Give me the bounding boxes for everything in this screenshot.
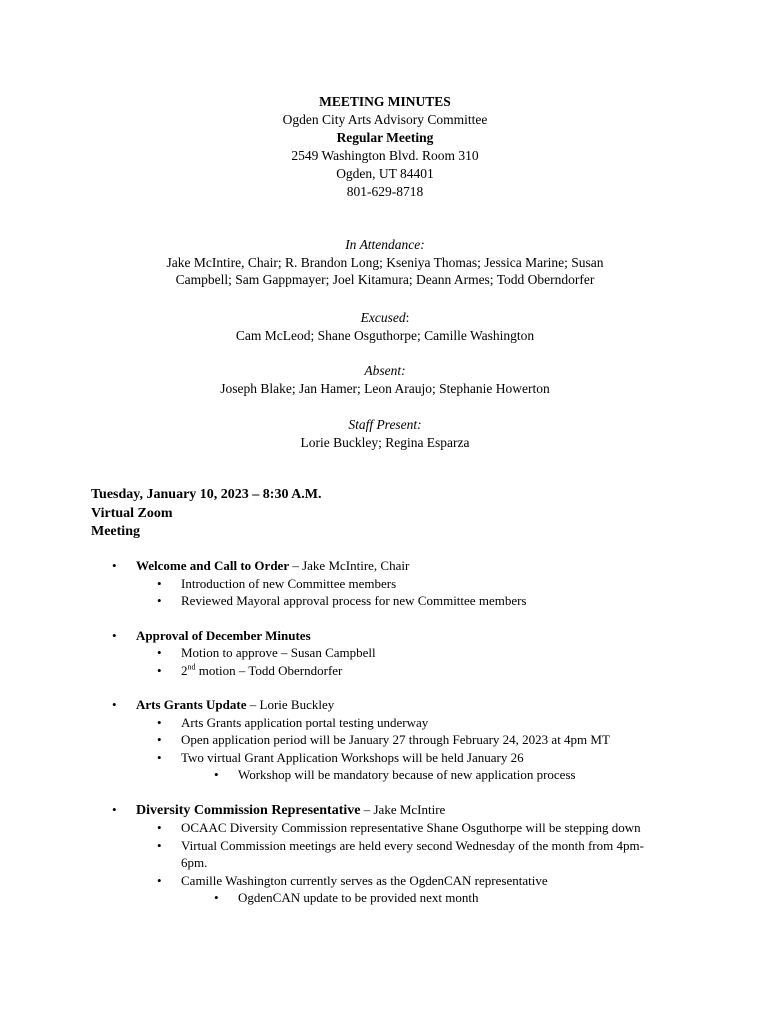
bullet: • [157,837,162,853]
in-attendance-names-line-2: Campbell; Sam Gappmayer; Joel Kitamura; Deann Armes; Todd Oberndorfer [175,272,595,287]
subsubitem-text: OgdenCAN update to be provided next month [238,890,479,905]
agenda-subsubitem [91,766,691,784]
subitem-text: Motion to approve – Susan Campbell [181,645,376,660]
ordinal-number: 2 [181,662,188,678]
phone-number: 801-629-8718 [346,184,424,199]
subitem-text: Camille Washington currently serves as the OgdenCAN representative [181,872,548,888]
agenda-item-approval [91,627,691,680]
bullet: • [157,714,162,730]
bullet: • [157,575,162,591]
agenda-subitem [91,872,691,890]
agenda-item-title: Arts Grants Update [136,697,247,712]
document-header [0,93,770,201]
in-attendance-label: In Attendance: [345,237,425,252]
subitem-text: Arts Grants application portal testing underway [181,714,429,730]
excused-section [0,309,770,344]
bullet: • [214,767,219,782]
agenda-subsubitem [91,889,691,907]
bullet: • [112,801,117,817]
agenda-item-diversity [91,801,691,907]
address-line-1: 2549 Washington Blvd. Room 310 [291,148,479,163]
agenda-subitem [91,592,691,610]
agenda-item-title: Diversity Commission Representative [136,802,361,818]
bullet: • [157,593,162,608]
address-line-2: Ogden, UT 84401 [336,166,434,181]
subitem-text: Open application period will be January 27 through February 24, 2023 at 4pm MT [181,732,610,747]
bullet: • [112,558,117,573]
subitem-text: Reviewed Mayoral approval process for new Committee members [181,593,527,608]
agenda-list [91,557,691,924]
committee-name: Ogden City Arts Advisory Committee [282,112,488,127]
bullet: • [157,749,162,765]
absent-label: Absent: [364,363,406,378]
meeting-location-line-1: Virtual Zoom [91,505,173,521]
bullet: • [157,645,162,660]
bullet: • [112,627,117,643]
meeting-type: Regular Meeting [336,130,434,145]
absent-names: Joseph Blake; Jan Hamer; Leon Araujo; Stephanie Howerton [220,380,550,396]
subitem-text-line-1: Virtual Commission meetings are held every second Wednesday of the month from 4pm- [181,837,644,853]
meeting-location-line-2: Meeting [91,524,140,539]
subitem-text: OCAAC Diversity Commission representative Shane Osguthorpe will be stepping down [181,820,641,835]
bullet: • [214,890,219,905]
agenda-item-arts-grants [91,696,691,784]
agenda-item-presenter: – Jake McIntire, Chair [289,558,410,573]
subitem-text-line-2: 6pm. [181,855,208,870]
agenda-item-presenter: – Jake McIntire [360,801,446,817]
subitem-text: Two virtual Grant Application Workshops will be held January 26 [181,749,524,765]
agenda-subitem [91,662,691,680]
agenda-subitem [91,644,691,662]
agenda-subitem [91,575,691,593]
agenda-subitem [91,749,691,767]
agenda-subitem [91,819,691,837]
bullet: • [157,872,162,888]
staff-label: Staff Present: [348,417,422,432]
agenda-item-title: Approval of December Minutes [136,627,311,643]
meeting-date-time: Tuesday, January 10, 2023 – 8:30 A.M. [91,487,322,502]
bullet: • [157,732,162,747]
bullet: • [157,662,162,678]
agenda-item-presenter: – Lorie Buckley [246,697,335,712]
excused-names: Cam McLeod; Shane Osguthorpe; Camille Washington [235,327,535,343]
subitem-text: Introduction of new Committee members [181,575,397,591]
excused-label: Excused [360,310,406,325]
agenda-item-title: Welcome and Call to Order [136,558,290,573]
staff-names: Lorie Buckley; Regina Esparza [300,434,470,450]
excused-colon: : [405,310,410,325]
subsubitem-text: Workshop will be mandatory because of new application process [238,767,576,782]
ordinal-suffix: nd [187,662,196,672]
staff-section [0,416,770,451]
bullet: • [157,820,162,835]
document-title: MEETING MINUTES [319,94,451,109]
agenda-subitem [91,731,691,749]
agenda-subitem [91,837,691,872]
in-attendance-section [0,236,770,289]
agenda-subitem [91,714,691,732]
in-attendance-names-line-1: Jake McIntire, Chair; R. Brandon Long; Kseniya Thomas; Jessica Marine; Susan [166,254,604,270]
absent-section [0,362,770,397]
bullet: • [112,697,117,712]
subitem-text: motion – Todd Oberndorfer [195,662,343,678]
meeting-info [91,486,322,542]
agenda-item-welcome [91,557,691,610]
